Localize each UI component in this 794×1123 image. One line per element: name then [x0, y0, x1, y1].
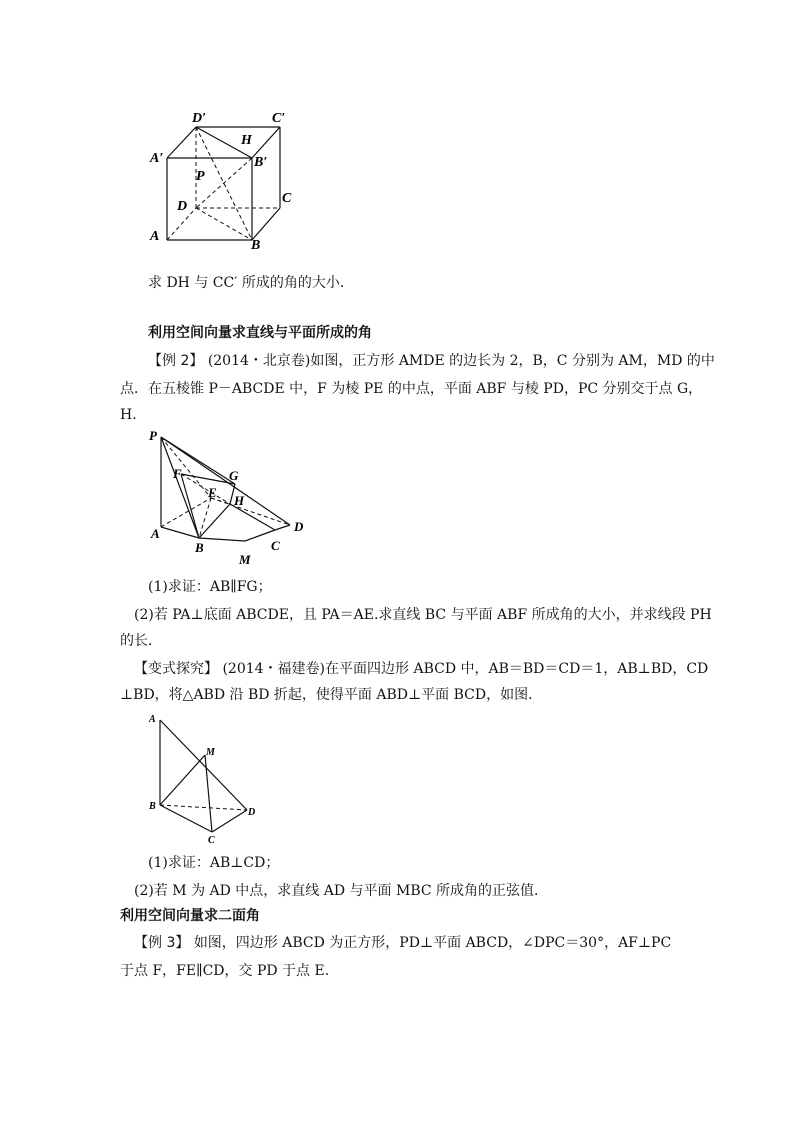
label-Ap: A′ [150, 151, 164, 166]
label-E: E [208, 485, 217, 500]
label-M: M [206, 747, 215, 758]
q1-text: 求 DH 与 CC′ 所成的角的大小． [148, 275, 354, 291]
label-B: B [195, 540, 204, 555]
figure-pyramid [145, 428, 315, 570]
label-D: D [294, 519, 304, 534]
label-Cp: C′ [272, 111, 286, 126]
label-B: B [149, 801, 156, 812]
variation-line1: 【变式探究】 (2014・福建卷)在平面四边形 ABCD 中，AB＝BD＝CD＝1，AB⊥BD，CD [134, 661, 709, 677]
label-B: B [251, 238, 261, 253]
label-H: H [234, 493, 245, 508]
ex2-line1: 【例 2】 (2014・北京卷)如图，正方形 AMDE 的边长为 2，B，C 分别为 AM，MD 的中 [148, 353, 715, 369]
ex2-q2-line1: (2)若 PA⊥底面 ABCDE，且 PA＝AE.求直线 BC 与平面 ABF 所成角的大小，并求线段 PH [134, 607, 712, 623]
label-C: C [208, 835, 215, 846]
cube-diagram [140, 100, 300, 255]
ex2-q2-line2: 的长． [120, 633, 162, 649]
fold-diagram [145, 710, 265, 850]
ex3-line1: 【例 3】 如图，四边形 ABCD 为正方形，PD⊥平面 ABCD，∠DPC＝30°，AF⊥PC [134, 935, 672, 951]
label-Dp: D′ [192, 111, 207, 126]
ex2-q1: (1)求证：AB∥FG； [148, 579, 272, 595]
label-A: A [151, 526, 160, 541]
var-q2: (2)若 M 为 AD 中点，求直线 AD 与平面 MBC 所成角的正弦值． [134, 883, 549, 899]
label-C: C [271, 538, 280, 553]
section-title-dihedral: 利用空间向量求二面角 [120, 908, 260, 924]
label-H: H [241, 133, 252, 148]
ex2-line2: 点．在五棱锥 P－ABCDE 中，F 为棱 PE 的中点，平面 ABF 与棱 PD，PC 分别交于点 G， [120, 381, 703, 397]
var-q1: (1)求证：AB⊥CD； [148, 855, 280, 871]
label-A: A [149, 714, 156, 725]
label-F: F [173, 466, 182, 481]
label-D: D [177, 199, 188, 214]
figure-cube [140, 100, 300, 255]
label-Bp: B′ [254, 155, 268, 170]
variation-line2: ⊥BD，将△ABD 沿 BD 折起，使得平面 ABD⊥平面 BCD，如图． [120, 687, 543, 703]
label-M: M [239, 552, 251, 567]
figure-fold [145, 710, 265, 850]
section-title-line-plane: 利用空间向量求直线与平面所成的角 [148, 325, 372, 341]
label-D: D [248, 807, 256, 818]
pyramid-diagram [145, 428, 315, 570]
label-A: A [150, 229, 160, 244]
label-P: P [149, 428, 157, 443]
label-G: G [229, 468, 239, 483]
ex3-line2: 于点 F，FE∥CD，交 PD 于点 E. [120, 963, 330, 979]
label-P: P [196, 169, 205, 184]
label-C: C [282, 191, 292, 206]
ex2-line3: H. [120, 407, 137, 423]
